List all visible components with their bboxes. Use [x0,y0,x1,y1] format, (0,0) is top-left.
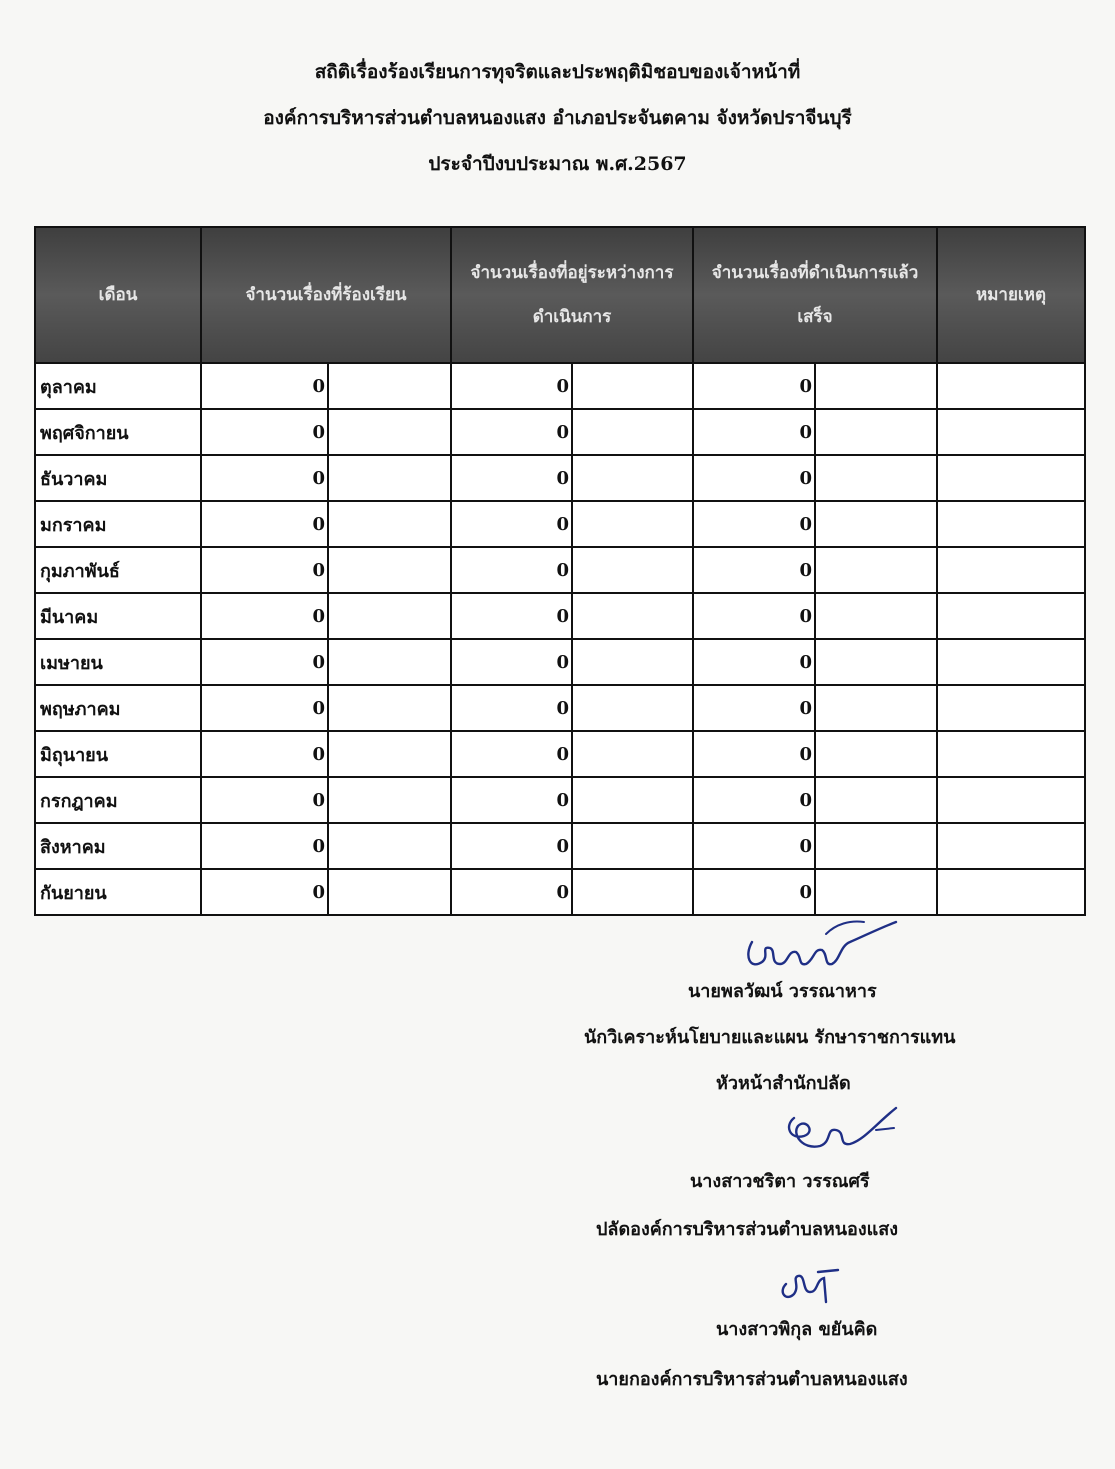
completed-count: 0 [693,685,815,731]
remarks-cell [937,685,1085,731]
table-row [35,639,1085,685]
table-row [35,593,1085,639]
table-row [35,455,1085,501]
completed-count: 0 [693,777,815,823]
signature-mark-1 [740,912,900,974]
completed-blank-cell [815,731,937,777]
complaints-blank-cell [328,409,451,455]
complaints-blank-cell [328,869,451,915]
in-progress-count: 0 [451,685,572,731]
remarks-cell [937,731,1085,777]
in-progress-count: 0 [451,409,572,455]
completed-blank-cell [815,593,937,639]
table-row [35,731,1085,777]
month-cell: กรกฎาคม [35,777,201,823]
complaint-statistics-table [34,226,1086,916]
complaints-count: 0 [201,823,328,869]
completed-blank-cell [815,685,937,731]
table-row [35,869,1085,915]
remarks-cell [937,823,1085,869]
complaints-count: 0 [201,455,328,501]
month-cell: มิถุนายน [35,731,201,777]
completed-blank-cell [815,455,937,501]
complaints-count: 0 [201,363,328,409]
signer-1-title: นักวิเคราะห์นโยบายและแผน รักษาราชการแทน [584,1027,956,1048]
completed-count: 0 [693,731,815,777]
complaints-count: 0 [201,409,328,455]
in-progress-blank-cell [572,547,693,593]
column-header-remarks: หมายเหตุ [937,227,1085,363]
remarks-cell [937,363,1085,409]
signer-3-title: นายกองค์การบริหารส่วนตำบลหนองแสง [596,1369,908,1390]
header-organization: องค์การบริหารส่วนตำบลหนองแสง อำเภอประจันตคาม จังหวัดปราจีนบุรี [263,107,852,129]
remarks-cell [937,501,1085,547]
in-progress-blank-cell [572,731,693,777]
complaints-blank-cell [328,731,451,777]
completed-count: 0 [693,363,815,409]
in-progress-count: 0 [451,639,572,685]
remarks-cell [937,547,1085,593]
column-header-in-progress: จำนวนเรื่องที่อยู่ระหว่างการดำเนินการ [451,227,693,363]
completed-blank-cell [815,547,937,593]
complaints-blank-cell [328,547,451,593]
remarks-cell [937,639,1085,685]
table-row [35,823,1085,869]
complaints-count: 0 [201,731,328,777]
month-cell: มกราคม [35,501,201,547]
completed-count: 0 [693,869,815,915]
table-row [35,363,1085,409]
signature-mark-2 [776,1100,906,1160]
month-cell: ธันวาคม [35,455,201,501]
header-fiscal-year: ประจำปีงบประมาณ พ.ศ.2567 [428,153,687,175]
completed-count: 0 [693,501,815,547]
table-row [35,685,1085,731]
in-progress-count: 0 [451,731,572,777]
in-progress-count: 0 [451,363,572,409]
completed-count: 0 [693,593,815,639]
signer-1-name: นายพลวัฒน์ วรรณาหาร [688,981,877,1002]
completed-count: 0 [693,409,815,455]
complaints-count: 0 [201,685,328,731]
complaints-blank-cell [328,823,451,869]
remarks-cell [937,593,1085,639]
completed-blank-cell [815,501,937,547]
complaints-count: 0 [201,869,328,915]
month-cell: กันยายน [35,869,201,915]
remarks-cell [937,869,1085,915]
month-cell: พฤศจิกายน [35,409,201,455]
completed-blank-cell [815,823,937,869]
month-cell: กุมภาพันธ์ [35,547,201,593]
complaints-blank-cell [328,363,451,409]
completed-blank-cell [815,363,937,409]
in-progress-blank-cell [572,455,693,501]
remarks-cell [937,409,1085,455]
completed-count: 0 [693,639,815,685]
table-row [35,777,1085,823]
in-progress-blank-cell [572,363,693,409]
table-row [35,547,1085,593]
complaints-blank-cell [328,501,451,547]
complaints-count: 0 [201,547,328,593]
in-progress-count: 0 [451,455,572,501]
in-progress-blank-cell [572,685,693,731]
signer-2-title: ปลัดองค์การบริหารส่วนตำบลหนองแสง [596,1219,898,1240]
in-progress-count: 0 [451,501,572,547]
in-progress-blank-cell [572,777,693,823]
in-progress-blank-cell [572,869,693,915]
complaints-count: 0 [201,777,328,823]
complaints-blank-cell [328,455,451,501]
column-header-month: เดือน [35,227,201,363]
month-cell: ตุลาคม [35,363,201,409]
signer-2-name: นางสาวชริตา วรรณศรี [690,1171,870,1192]
table-row [35,409,1085,455]
in-progress-count: 0 [451,823,572,869]
completed-count: 0 [693,823,815,869]
in-progress-blank-cell [572,823,693,869]
in-progress-blank-cell [572,639,693,685]
complaints-count: 0 [201,501,328,547]
in-progress-blank-cell [572,409,693,455]
completed-blank-cell [815,639,937,685]
signer-3-name: นางสาวพิกุล ขยันคิด [716,1319,878,1340]
complaints-blank-cell [328,777,451,823]
table-row [35,501,1085,547]
completed-blank-cell [815,777,937,823]
month-cell: เมษายน [35,639,201,685]
table-header-row [35,227,1085,363]
month-cell: พฤษภาคม [35,685,201,731]
complaints-blank-cell [328,593,451,639]
completed-blank-cell [815,409,937,455]
in-progress-count: 0 [451,593,572,639]
completed-count: 0 [693,455,815,501]
complaints-count: 0 [201,639,328,685]
remarks-cell [937,777,1085,823]
remarks-cell [937,455,1085,501]
in-progress-blank-cell [572,593,693,639]
header-title: สถิติเรื่องร้องเรียนการทุจริตและประพฤติมิชอบของเจ้าหน้าที่ [314,61,801,83]
complaints-count: 0 [201,593,328,639]
complaints-blank-cell [328,639,451,685]
completed-count: 0 [693,547,815,593]
signer-1-title-line-2: หัวหน้าสำนักปลัด [716,1073,851,1094]
column-header-completed: จำนวนเรื่องที่ดำเนินการแล้วเสร็จ [693,227,937,363]
in-progress-blank-cell [572,501,693,547]
complaints-blank-cell [328,685,451,731]
in-progress-count: 0 [451,777,572,823]
column-header-complaints: จำนวนเรื่องที่ร้องเรียน [201,227,451,363]
month-cell: สิงหาคม [35,823,201,869]
in-progress-count: 0 [451,547,572,593]
month-cell: มีนาคม [35,593,201,639]
signature-mark-3 [776,1262,846,1312]
in-progress-count: 0 [451,869,572,915]
completed-blank-cell [815,869,937,915]
